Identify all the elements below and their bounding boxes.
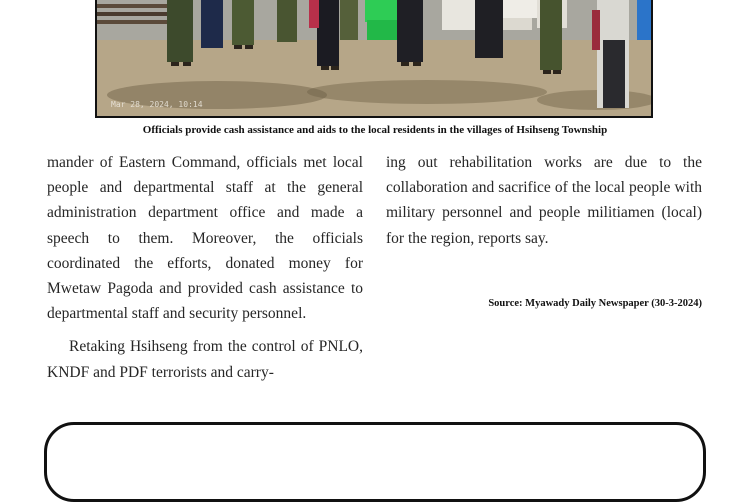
paragraph: ing out rehabilitation works are due to the collaboration and sacrifice of the local people with military personnel and people militiamen (local) for the region, reports say. [386, 154, 702, 247]
news-photo [95, 0, 653, 118]
paragraph: mander of Eastern Command, officials met local people and departmental staff at the general administration department office and made a speech to them. Moreover, the officials coordinated the efforts, donated money for Mwetaw Pagoda and provided cash assistance to departmental staff and security personnel. [47, 154, 363, 323]
photo-caption: Officials provide cash assistance and aids to the local residents in the villages of Hsihseng Township [142, 124, 608, 136]
bottom-box-frame [44, 422, 706, 502]
photo-timestamp: Mar 28, 2024, 10:14 [111, 100, 203, 109]
article-column-left [47, 150, 363, 385]
source-credit: Source: Myawady Daily Newspaper (30-3-2024) [488, 298, 702, 309]
article-column-right [386, 150, 702, 251]
paragraph: Retaking Hsihseng from the control of PNLO, KNDF and PDF terrorists and carry- [47, 338, 363, 381]
